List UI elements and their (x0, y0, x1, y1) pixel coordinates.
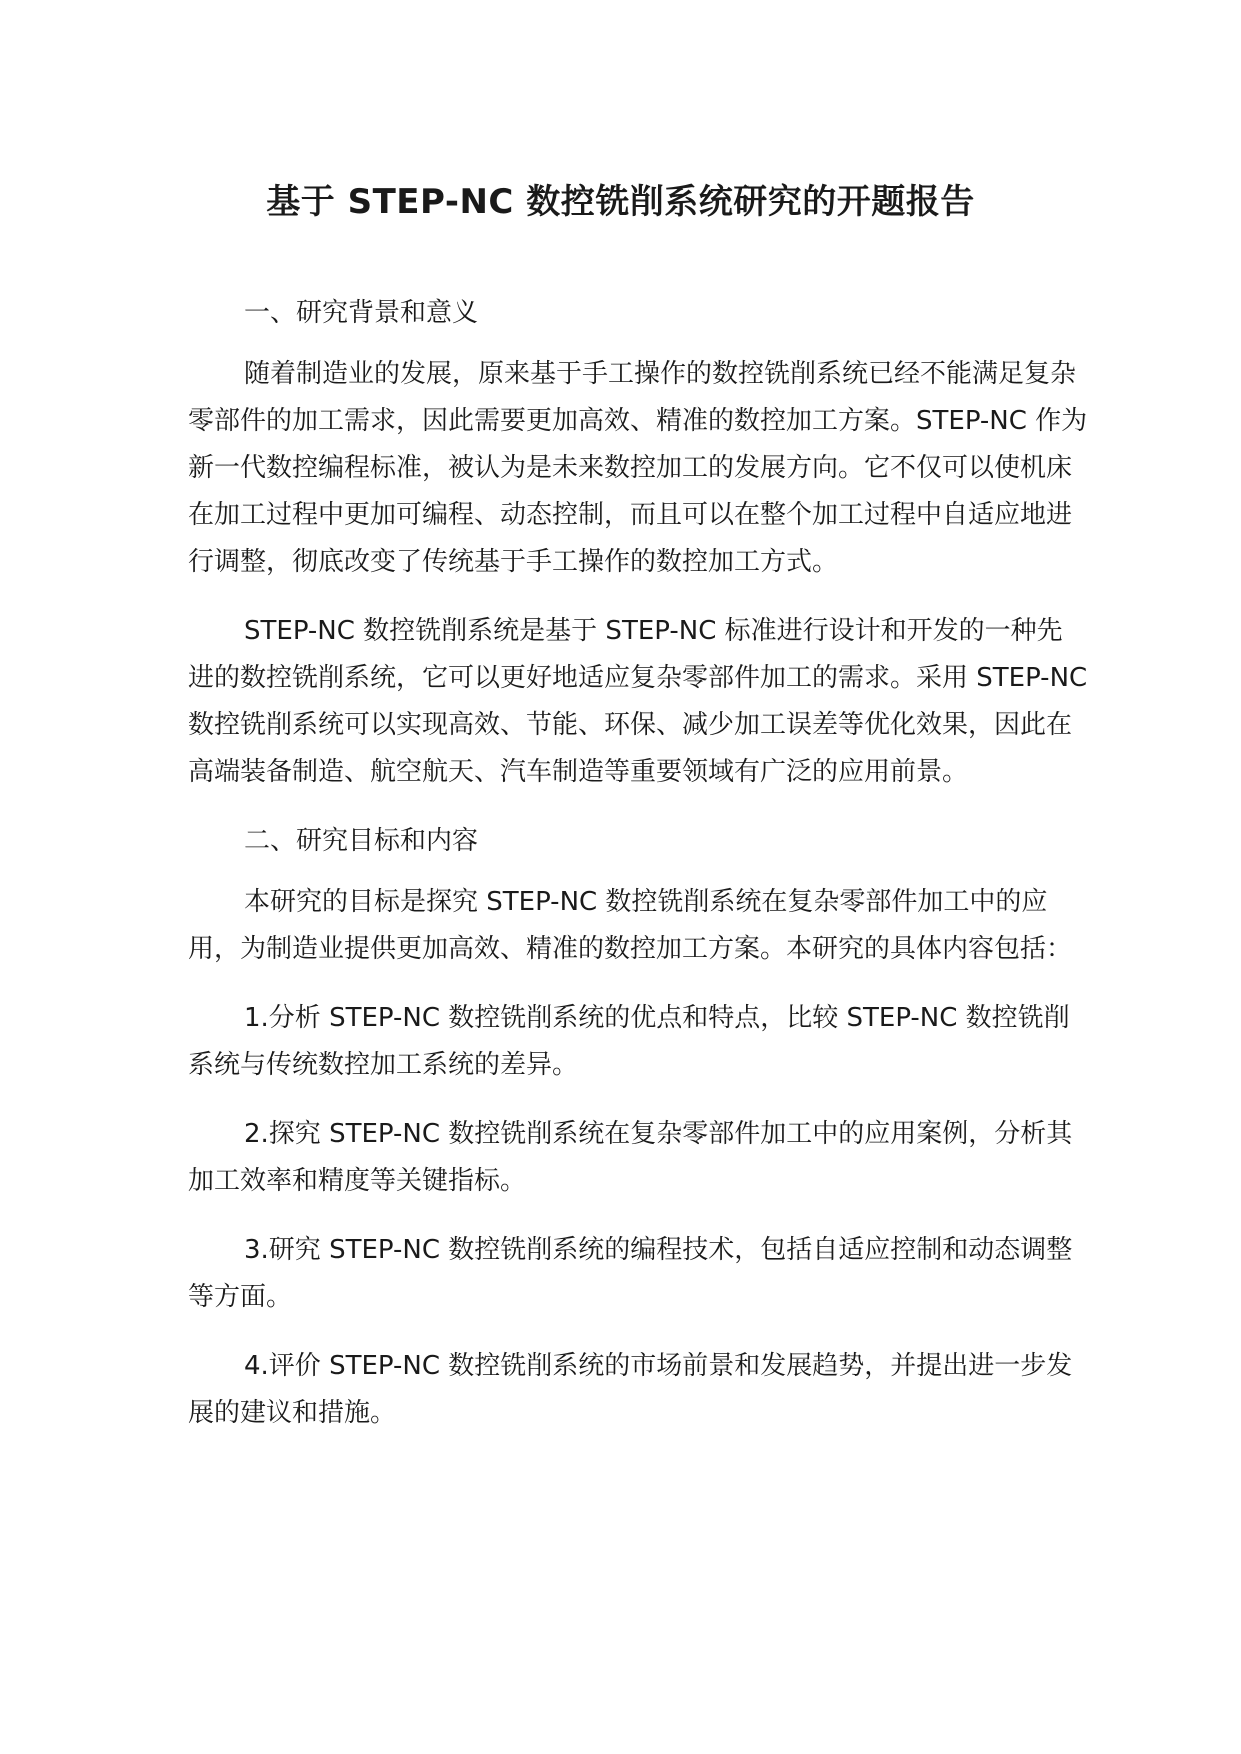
document-title: 基于 STEP-NC 数控铣削系统研究的开题报告 (266, 182, 975, 222)
section-heading-objectives: 二、研究目标和内容 (244, 826, 479, 856)
paragraph-background-2: STEP-NC 数控铣削系统是基于 STEP-NC 标准进行设计和开发的一种先进的数控铣削系统，它可以更好地适应复杂零部件加工的需求。采用 STEP-NC 数控铣削系统可以实现高效、节能、环保、减少加工误差等优化效果，因此在高端装备制造、航空航天、汽车制造等重要领域有广泛的应用前景。 (188, 616, 1088, 787)
list-item-1: 1.分析 STEP-NC 数控铣削系统的优点和特点，比较 STEP-NC 数控铣削系统与传统数控加工系统的差异。 (188, 1003, 1070, 1080)
paragraph-background-1: 随着制造业的发展，原来基于手工操作的数控铣削系统已经不能满足复杂零部件的加工需求，因此需要更加高效、精准的数控加工方案。STEP-NC 作为新一代数控编程标准，被认为是未来数控加工的发展方向。它不仅可以使机床在加工过程中更加可编程、动态控制，而且可以在整个加工过程中自适应地进行调整，彻底改变了传统基于手工操作的数控加工方式。 (188, 359, 1088, 577)
paragraph-objectives-intro: 本研究的目标是探究 STEP-NC 数控铣削系统在复杂零部件加工中的应用，为制造业提供更加高效、精准的数控加工方案。本研究的具体内容包括： (188, 887, 1073, 964)
list-item-2: 2.探究 STEP-NC 数控铣削系统在复杂零部件加工中的应用案例，分析其加工效率和精度等关键指标。 (188, 1119, 1073, 1196)
list-item-3: 3.研究 STEP-NC 数控铣削系统的编程技术，包括自适应控制和动态调整等方面。 (188, 1235, 1073, 1312)
section-heading-background: 一、研究背景和意义 (244, 298, 479, 328)
list-item-4: 4.评价 STEP-NC 数控铣削系统的市场前景和发展趋势，并提出进一步发展的建议和措施。 (188, 1351, 1073, 1428)
document-body (188, 290, 1088, 1459)
